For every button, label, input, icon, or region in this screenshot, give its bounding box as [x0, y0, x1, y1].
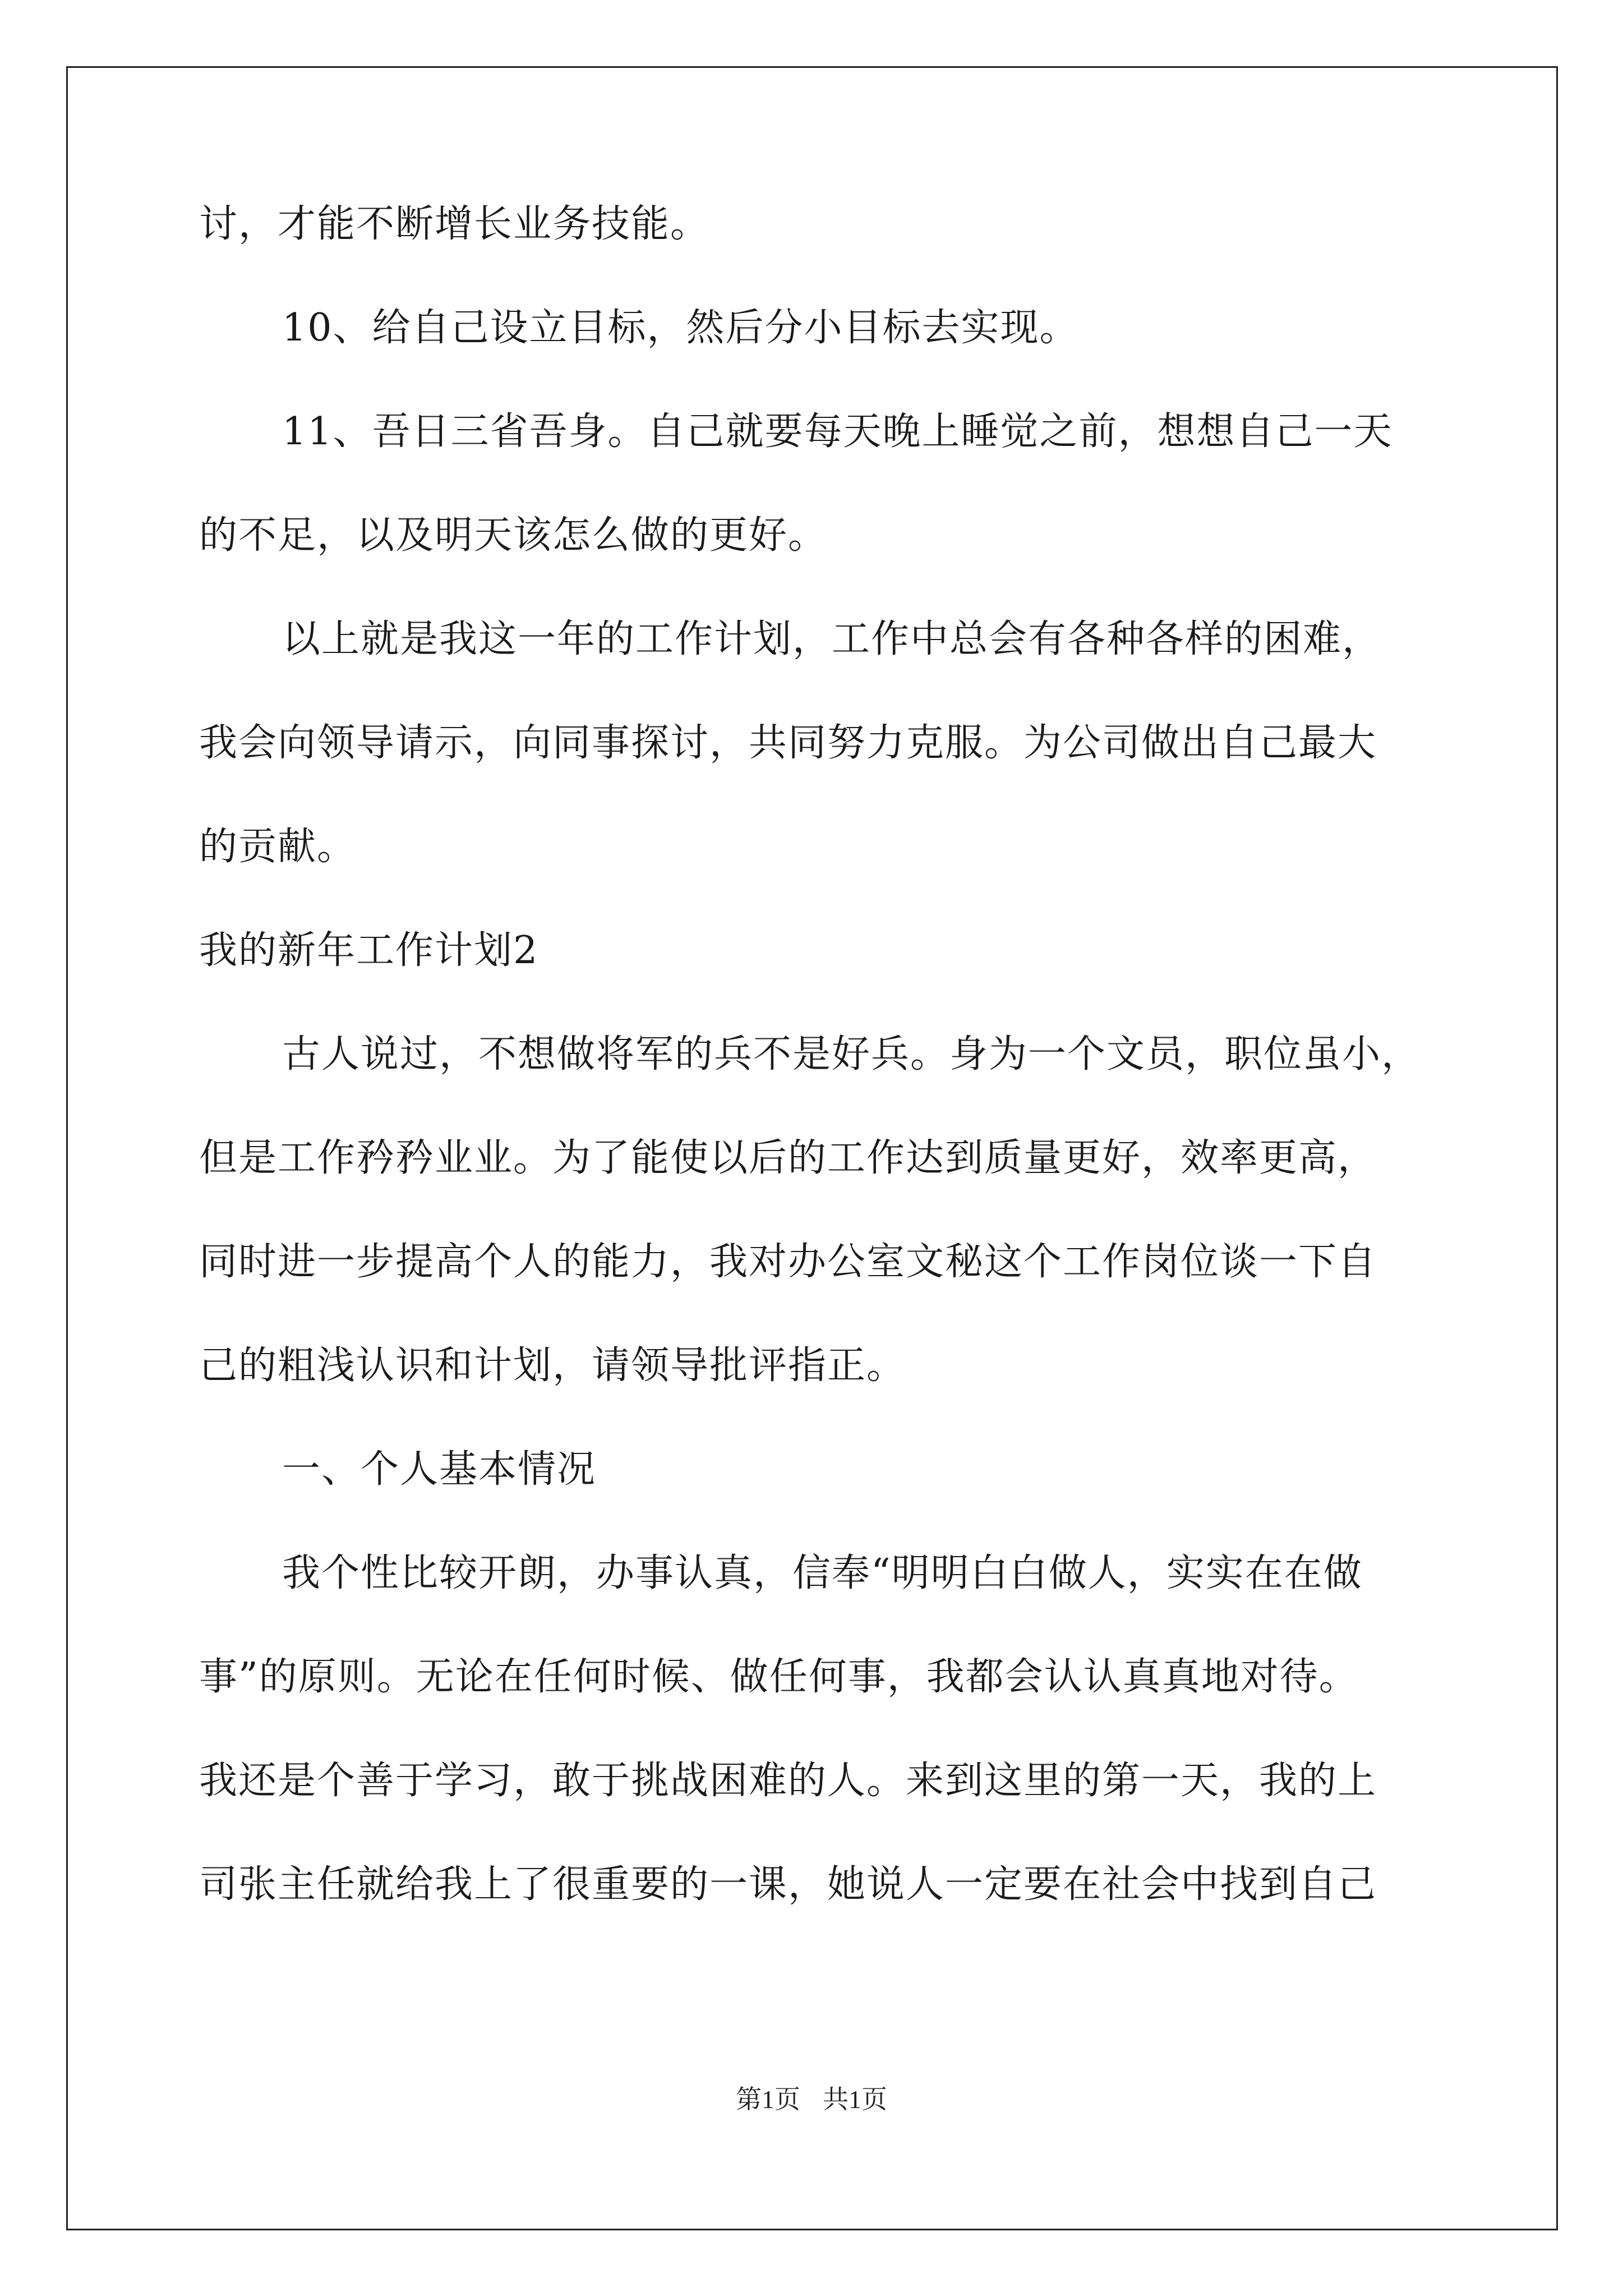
text-line: 我个性比较开朗，办事认真，信奉“明明白白做人，实实在在做: [282, 1551, 1363, 1595]
text-line: 司张主任就给我上了很重要的一课，她说人一定要在社会中找到自己: [199, 1862, 1377, 1907]
text-line: 10、给自己设立目标，然后分小目标去实现。: [282, 306, 1079, 350]
text-line: 11、吾日三省吾身。自己就要每天晚上睡觉之前，想想自己一天: [282, 409, 1393, 454]
text-line: 事”的原则。无论在任何时候、做任何事，我都会认认真真地对待。: [199, 1655, 1358, 1699]
text-line: 我还是个善于学习，敢于挑战困难的人。来到这里的第一天，我的上: [199, 1759, 1377, 1803]
text-line: 己的粗浅认识和计划，请领导批评指正。: [199, 1343, 906, 1388]
text-line: 同时进一步提高个人的能力，我对办公室文秘这个工作岗位谈一下自: [199, 1240, 1377, 1284]
page-number: 第1页: [736, 2085, 800, 2114]
text-line: 古人说过，不想做将军的兵不是好兵。身为一个文员，职位虽小，: [282, 1032, 1421, 1076]
page-total: 共1页: [823, 2085, 887, 2114]
text-line: 我会向领导请示，向同事探讨，共同努力克服。为公司做出自己最大: [199, 721, 1377, 765]
subsection-heading: 一、个人基本情况: [282, 1447, 597, 1492]
text-line: 的不足，以及明天该怎么做的更好。: [199, 513, 828, 558]
text-line: 讨，才能不断增长业务技能。: [199, 202, 710, 246]
page-footer: [0, 2084, 1623, 2115]
section-heading: 我的新年工作计划2: [199, 928, 539, 973]
text-line: 以上就是我这一年的工作计划，工作中总会有各种各样的困难，: [282, 617, 1382, 661]
text-line: 但是工作矜矜业业。为了能使以后的工作达到质量更好，效率更高，: [199, 1136, 1377, 1180]
text-line: 的贡献。: [199, 825, 357, 869]
